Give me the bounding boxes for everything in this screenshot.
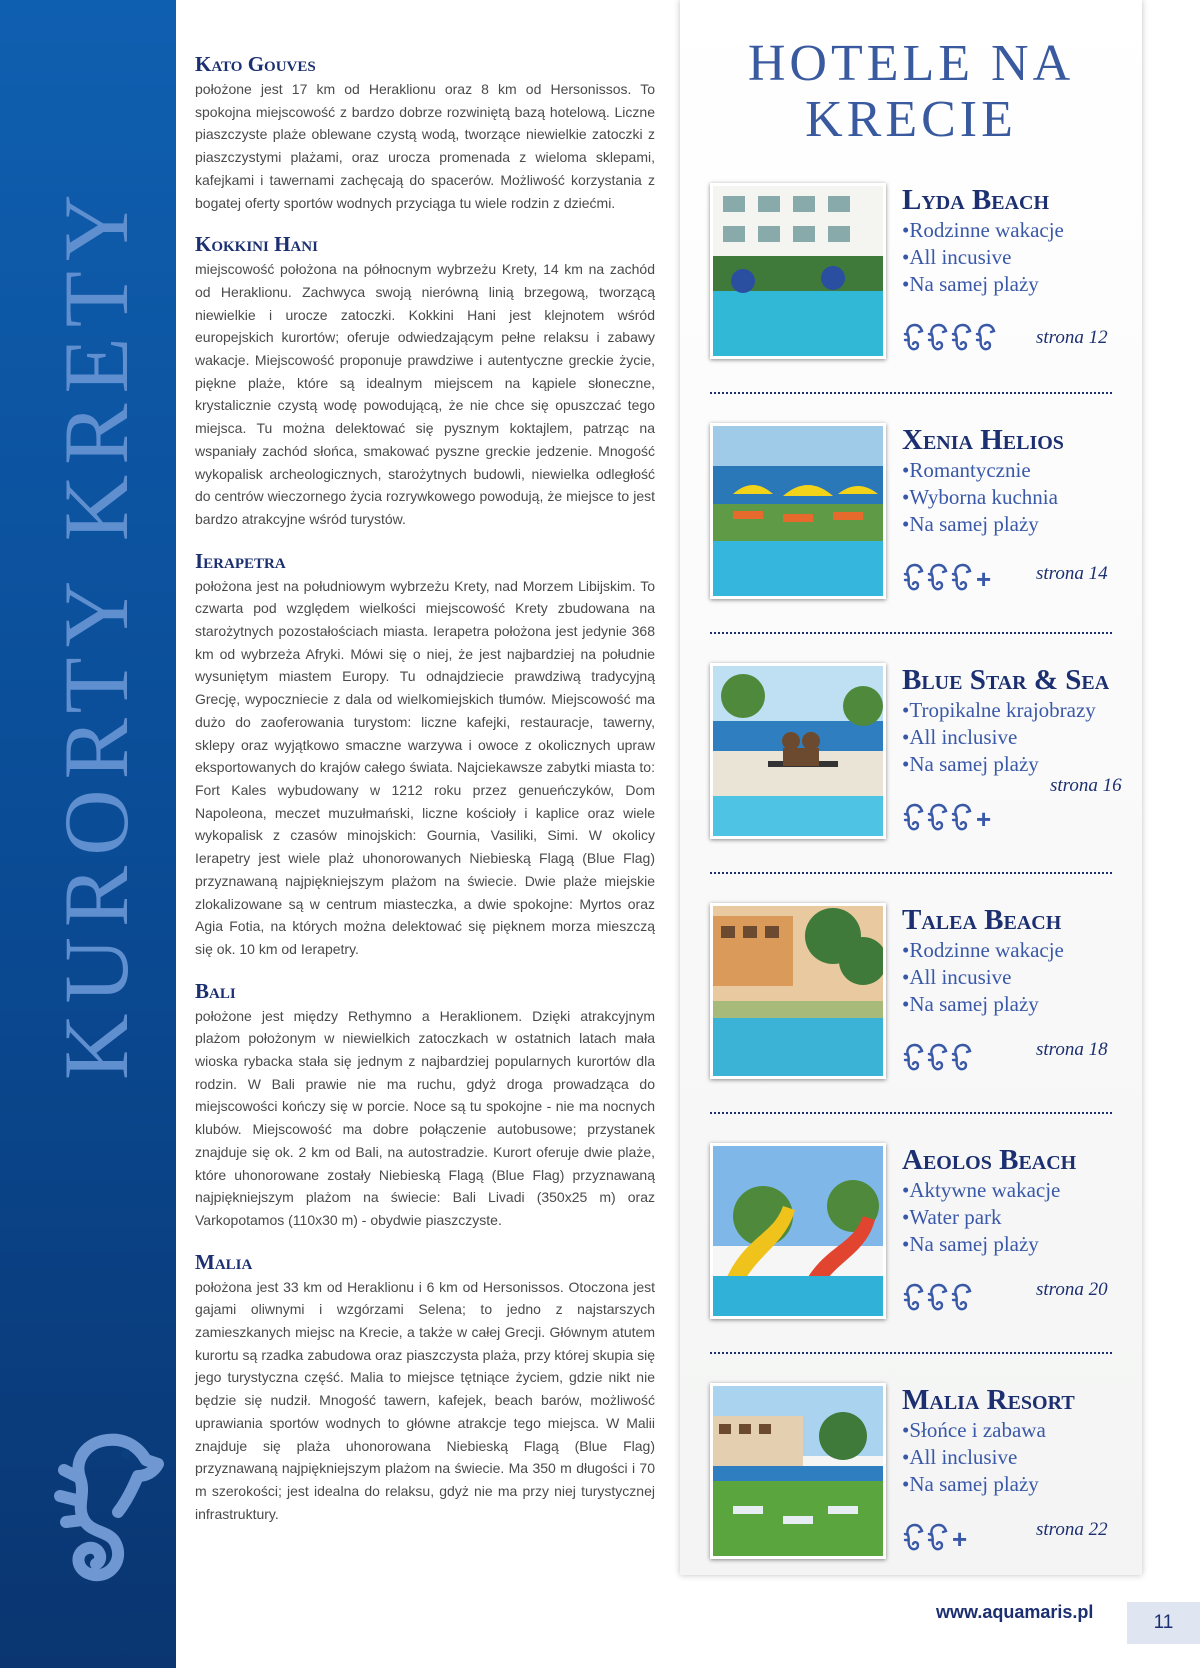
section-text: położona jest 33 km od Heraklionu i 6 km od Hersonissos. Otoczona jest gajami oliwnymi i wzgórzami Selena; to jedno z najstarszych zamieszkanych miejsc na Krecie, a także w całej Grecji. Głównym atutem kurortu są rzadka zabudowa oraz piaszczysta plaża, przy której skupia się jego turystyczna część. Malia to miejsce tętniące życiem, gdzie nikt nie będzie się nudził. Mnogość tawern, kafejek, beach barów, możliwość uprawiania sportów wodnych to główne atrakcje tego miejsca. W Malii znajduje się plaża uhonorowana Niebieską Flagą (Blue Flag) przyznawaną najpiękniejszym plażom na świecie. Ma 350 m długości i 70 m szerokości; jest idealna do relaksu, gdyż nie ma przy niej turystycznej infrastruktury. <box>195 1278 655 1522</box>
hotel-rating <box>902 1281 974 1317</box>
hotel-page-link[interactable]: strona 14 <box>1036 563 1108 584</box>
section-text: położone jest między Rethymno a Heraklionem. Dzięki atrakcyjnym plażom położonym w niewielkich zatoczkach w ostatnich latach mała wioska rybacka stała się jednym z najbardziej popularnych kurortów dla rodzin. W Bali prawie nie ma ruchu, gdyż droga prowadząca do miejscowości kończy się w porcie. Noce są tu spokojne - nie ma nocnych klubów. Miejscowość ma dobre połączenie autobusowe; przystanek znajduje się ok. 2 km od Bali, na autostradzie. Kurort oferuje dwie plaże, które uhonorowane zostały Niebieską Flagą (Blue Flag) przyznawaną najpiękniejszym plażom na świecie: Bali Livadi (350x25 m) oraz Varkopotamos (110x30 m) - obydwie piaszczyste. <box>195 1007 655 1228</box>
panel-title-line1: HOTELE NA <box>747 35 1075 92</box>
seahorse-rating-icon <box>926 1282 948 1316</box>
hotel-feature: • Water park <box>902 1204 1060 1231</box>
hotel-page-link[interactable]: strona 20 <box>1036 1279 1108 1300</box>
hotel-feature: • Na samej plaży <box>902 991 1064 1018</box>
section-kato-gouves <box>195 52 655 214</box>
hotel-feature: • Na samej plaży <box>902 1231 1060 1258</box>
section-title: Malia <box>195 1249 253 1274</box>
hotel-feature: • Tropikalne krajobrazy <box>902 697 1096 724</box>
resorts-column <box>195 52 655 1543</box>
hotel-photo <box>710 183 886 359</box>
section-title: Kokkini Hani <box>195 232 318 257</box>
divider <box>710 392 1112 394</box>
seahorse-rating-icon <box>950 1282 972 1316</box>
hotel-features <box>902 1417 1046 1498</box>
seahorse-rating-icon <box>974 322 996 356</box>
hotel-feature: • Na samej plaży <box>902 511 1058 538</box>
section-text: położone jest 17 km od Heraklionu oraz 8 km od Hersonissos. To spokojna miejscowość z bardzo dobrze rozwiniętą bazą hotelową. Liczne piaszczyste plaże oblewane czystą wodą, tworzące niewielkie zatoczki z piaszczystymi plażami, oraz urocza promenada z wieloma sklepami, kafejkami i tawernami zachęcają do spacerów. Możliwość korzystania z bogatej oferty sportów wodnych przyciąga tu wiele rodzin z dziećmi. <box>195 81 655 211</box>
seahorse-rating-icon <box>926 802 948 836</box>
hotel-page-link[interactable]: strona 12 <box>1036 327 1108 348</box>
section-malia <box>195 1250 655 1526</box>
seahorse-rating-icon <box>950 1042 972 1076</box>
hotel-name[interactable]: Blue Star & Sea <box>902 664 1110 696</box>
panel-title <box>680 36 1142 148</box>
hotel-feature: • Na samej plaży <box>902 271 1064 298</box>
seahorse-rating-icon <box>902 562 924 596</box>
hotel-rating <box>902 801 991 837</box>
hotel-page-link[interactable]: strona 18 <box>1036 1039 1108 1060</box>
hotel-features <box>902 217 1064 298</box>
hotel-page-link[interactable]: strona 22 <box>1036 1519 1108 1540</box>
hotel-feature: • Rodzinne wakacje <box>902 217 1064 244</box>
divider <box>710 632 1112 634</box>
seahorse-rating-icon <box>926 562 948 596</box>
section-title: Bali <box>195 978 236 1003</box>
hotel-feature: • Na samej plaży <box>902 751 1096 778</box>
rating-plus: + <box>976 803 992 834</box>
section-ierapetra <box>195 549 655 961</box>
section-kokkini-hani <box>195 232 655 530</box>
website-link[interactable]: www.aquamaris.pl <box>936 1602 1094 1622</box>
hotel-page-link[interactable]: strona 16 <box>1050 775 1122 796</box>
hotel-name[interactable]: Malia Resort <box>902 1384 1075 1416</box>
hotel-rating <box>902 1521 967 1557</box>
hotel-photo <box>710 1143 886 1319</box>
hotel-feature: • Rodzinne wakacje <box>902 937 1064 964</box>
panel-title-line2: KRECIE <box>805 91 1017 148</box>
seahorse-rating-icon <box>902 802 924 836</box>
hotel-feature: • Wyborna kuchnia <box>902 484 1058 511</box>
seahorse-rating-icon <box>926 1522 948 1556</box>
hotel-feature: • All inclusive <box>902 1444 1046 1471</box>
section-bali <box>195 979 655 1232</box>
hotel-features <box>902 937 1064 1018</box>
rating-plus: + <box>952 1523 968 1554</box>
hotel-name[interactable]: Xenia Helios <box>902 424 1064 456</box>
hotel-photo <box>710 903 886 1079</box>
hotel-features <box>902 1177 1060 1258</box>
section-title: Kato Gouves <box>195 52 316 76</box>
sidebar <box>0 0 176 1668</box>
hotel-card-lyda-beach[interactable] <box>680 183 1142 383</box>
hotel-photo <box>710 663 886 839</box>
seahorse-rating-icon <box>926 1042 948 1076</box>
seahorse-rating-icon <box>902 1282 924 1316</box>
hotel-rating <box>902 321 998 357</box>
hotel-card-xenia-helios[interactable] <box>680 423 1142 623</box>
divider <box>710 1352 1112 1354</box>
hotel-card-malia-resort[interactable] <box>680 1383 1142 1583</box>
seahorse-rating-icon <box>950 562 972 596</box>
hotel-feature: • All incusive <box>902 244 1064 271</box>
hotel-feature: • Romantycznie <box>902 457 1058 484</box>
seahorse-rating-icon <box>902 1522 924 1556</box>
hotel-name[interactable]: Aeolos Beach <box>902 1144 1077 1176</box>
hotel-card-talea-beach[interactable] <box>680 903 1142 1103</box>
seahorse-rating-icon <box>950 322 972 356</box>
hotel-name[interactable]: Talea Beach <box>902 904 1062 936</box>
page-number: 11 <box>1127 1602 1200 1644</box>
section-title: Ierapetra <box>195 548 286 573</box>
seahorse-rating-icon <box>926 322 948 356</box>
hotel-card-blue-star-sea[interactable] <box>680 663 1142 863</box>
hotel-feature: • Na samej plaży <box>902 1471 1046 1498</box>
hotel-name[interactable]: Lyda Beach <box>902 184 1050 216</box>
hotel-photo <box>710 1383 886 1559</box>
section-text: miejscowość położona na północnym wybrzeżu Krety, 14 km na zachód od Heraklionu. Zachwyca swoją nierówną linią brzegową, tworzącą niewielkie i urocze zatoczki. Kokkini Hani jest klejnotem wśród europejskich kurortów; oferuje odwiedzającym pełne relaksu i zabawy wakacje. Miejscowość proponuje prawdziwe i autentyczne greckie życie, piękne plaże, które są idealnym miejscem na kąpiele słoneczne, krystalicznie czystą wodę powodującą, że nie chce się opuszczać tego miejsca. Tu można delektować się pysznym koktajlem, patrząc na wspaniały zachód słońca, smakować pyszne greckie jedzenie. Mnogość wykopalisk archeologicznych, starożytnych budowli, niewielka odległość do centrów wieczornego życia rozrywkowego powodują, że miejsce to jest bardzo atrakcyjne wśród turystów. <box>195 261 655 527</box>
divider <box>710 1112 1112 1114</box>
hotel-photo <box>710 423 886 599</box>
hotel-rating <box>902 561 991 597</box>
seahorse-rating-icon <box>950 802 972 836</box>
seahorse-icon <box>46 1420 166 1610</box>
hotel-features <box>902 697 1096 778</box>
vertical-title: KURORTY KRETY <box>45 184 147 1080</box>
divider <box>710 872 1112 874</box>
seahorse-rating-icon <box>902 1042 924 1076</box>
hotel-feature: • All incusive <box>902 964 1064 991</box>
section-text: położona jest na południowym wybrzeżu Krety, nad Morzem Libijskim. To czwarta pod względem wielkości miejscowość Krety zbudowana na starożytnych pozostałościach miasta. Ierapetra położona jest jedynie 368 km od wybrzeża Afryki. Mówi się o niej, że jest najbardziej na południe wysuniętym miastem Europy. Tu odnajdziecie prawdziwą tradycyjną Grecję, wypoczniecie z dala od wielkomiejskich tłumów. Miejscowość ma dużo do zaoferowania turystom: liczne kafejki, restauracje, tawerny, sklepy oraz wyjątkowo smaczne warzywa i owoce z okolicznych upraw eksportowanych do krajów całego świata. Najciekawsze zabytki miasta to: Fort Kales wybudowany w 1212 roku przez genueńczyków, Dom Napoleona, meczet muzułmański, liczne kościoły i kaplice oraz wiele wykopalisk z czasów minojskich: Gournia, Vasiliki, Simi. W okolicy Ierapetry jest wiele plaż uhonorowanych Niebieską Flagą (Blue Flag) przyznawaną najpiękniejszym plażom na świecie. Dwie plaże miejskie zlokalizowane są w centrum miasteczka, a dwie spokojne: Myrtos oraz Agia Fotia, na których można delektować się pięknem morza mieszczą się ok. 10 km od Ierapetry. <box>195 577 655 957</box>
hotel-feature: • All inclusive <box>902 724 1096 751</box>
hotel-rating <box>902 1041 974 1077</box>
hotel-features <box>902 457 1058 538</box>
hotel-feature: • Słońce i zabawa <box>902 1417 1046 1444</box>
hotel-feature: • Aktywne wakacje <box>902 1177 1060 1204</box>
seahorse-rating-icon <box>902 322 924 356</box>
hotel-card-aeolos-beach[interactable] <box>680 1143 1142 1343</box>
rating-plus: + <box>976 563 992 594</box>
hotels-panel <box>680 0 1142 1575</box>
